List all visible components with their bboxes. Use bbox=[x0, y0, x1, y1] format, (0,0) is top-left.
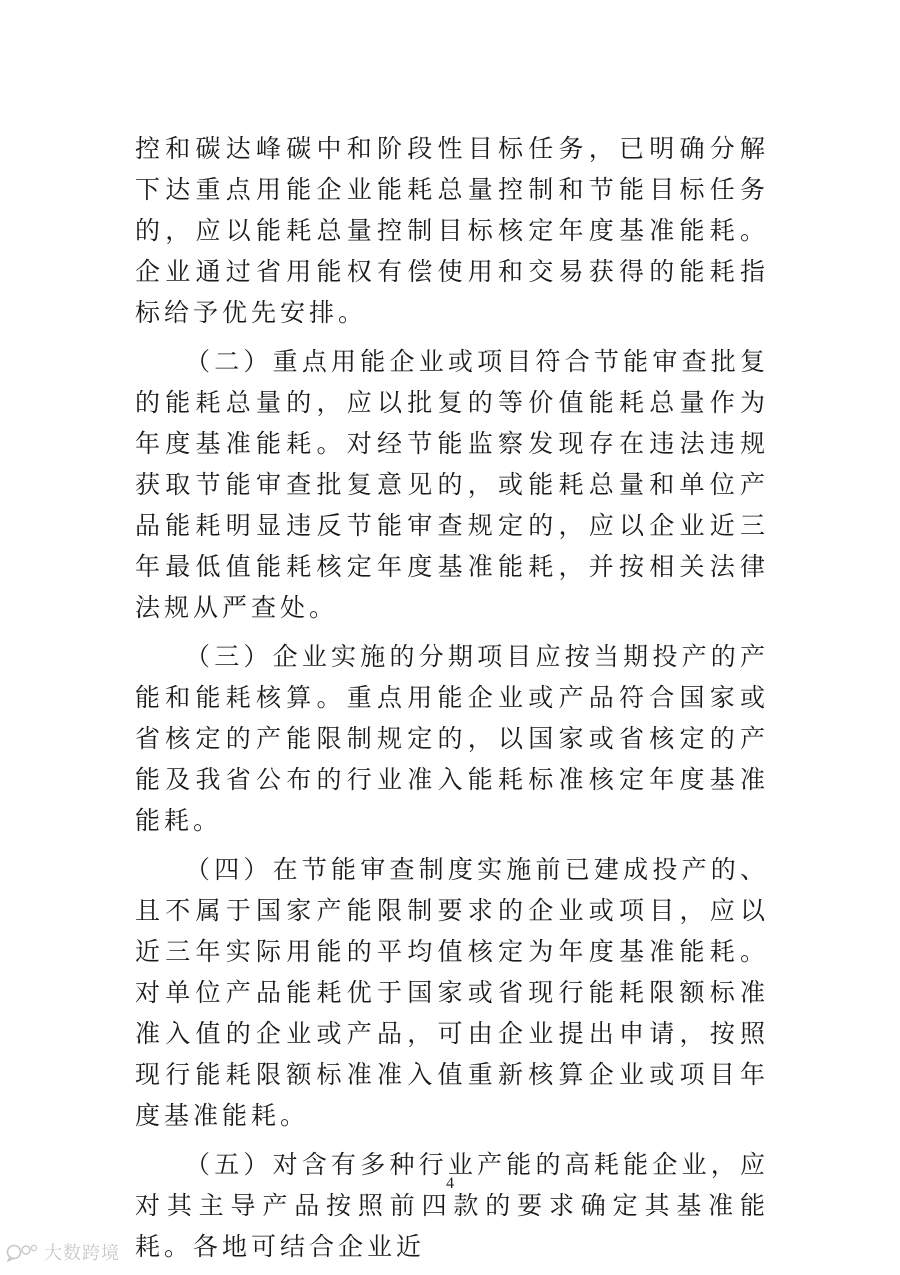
paragraph-3: （三）企业实施的分期项目应按当期投产的产能和能耗核算。重点用能企业或产品符合国家或省核定的产能限制规定的，以国家或省核定的产能及我省公布的行业准入能耗标准核定年度基准能耗。 bbox=[135, 642, 769, 835]
page-number: 4 bbox=[446, 1175, 454, 1192]
document-body bbox=[135, 128, 769, 1275]
paragraph-5: （五）对含有多种行业产能的高耗能企业，应对其主导产品按照前四款的要求确定其基准能耗。各地可结合企业近 bbox=[135, 1150, 769, 1261]
speech-bubble-logo-icon bbox=[6, 1242, 40, 1262]
paragraph-1: 控和碳达峰碳中和阶段性目标任务，已明确分解下达重点用能企业能耗总量控制和节能目标任务的，应以能耗总量控制目标核定年度基准能耗。企业通过省用能权有偿使用和交易获得的能耗指标给予优先安排。 bbox=[135, 134, 769, 327]
paragraph-4: （四）在节能审查制度实施前已建成投产的、且不属于国家产能限制要求的企业或项目，应以近三年实际用能的平均值核定为年度基准能耗。对单位产品能耗优于国家或省现行能耗限额标准准入值的企业或产品，可由企业提出申请，按照现行能耗限额标准准入值重新核算企业或项目年度基准能耗。 bbox=[135, 855, 769, 1130]
watermark bbox=[6, 1239, 120, 1265]
paragraph-2: （二）重点用能企业或项目符合节能审查批复的能耗总量的，应以批复的等价值能耗总量作为年度基准能耗。对经节能监察发现存在违法违规获取节能审查批复意见的，或能耗总量和单位产品能耗明显违反节能审查规定的，应以企业近三年最低值能耗核定年度基准能耗，并按相关法律法规从严查处。 bbox=[135, 347, 769, 622]
watermark-text: 大数跨境 bbox=[44, 1243, 120, 1264]
